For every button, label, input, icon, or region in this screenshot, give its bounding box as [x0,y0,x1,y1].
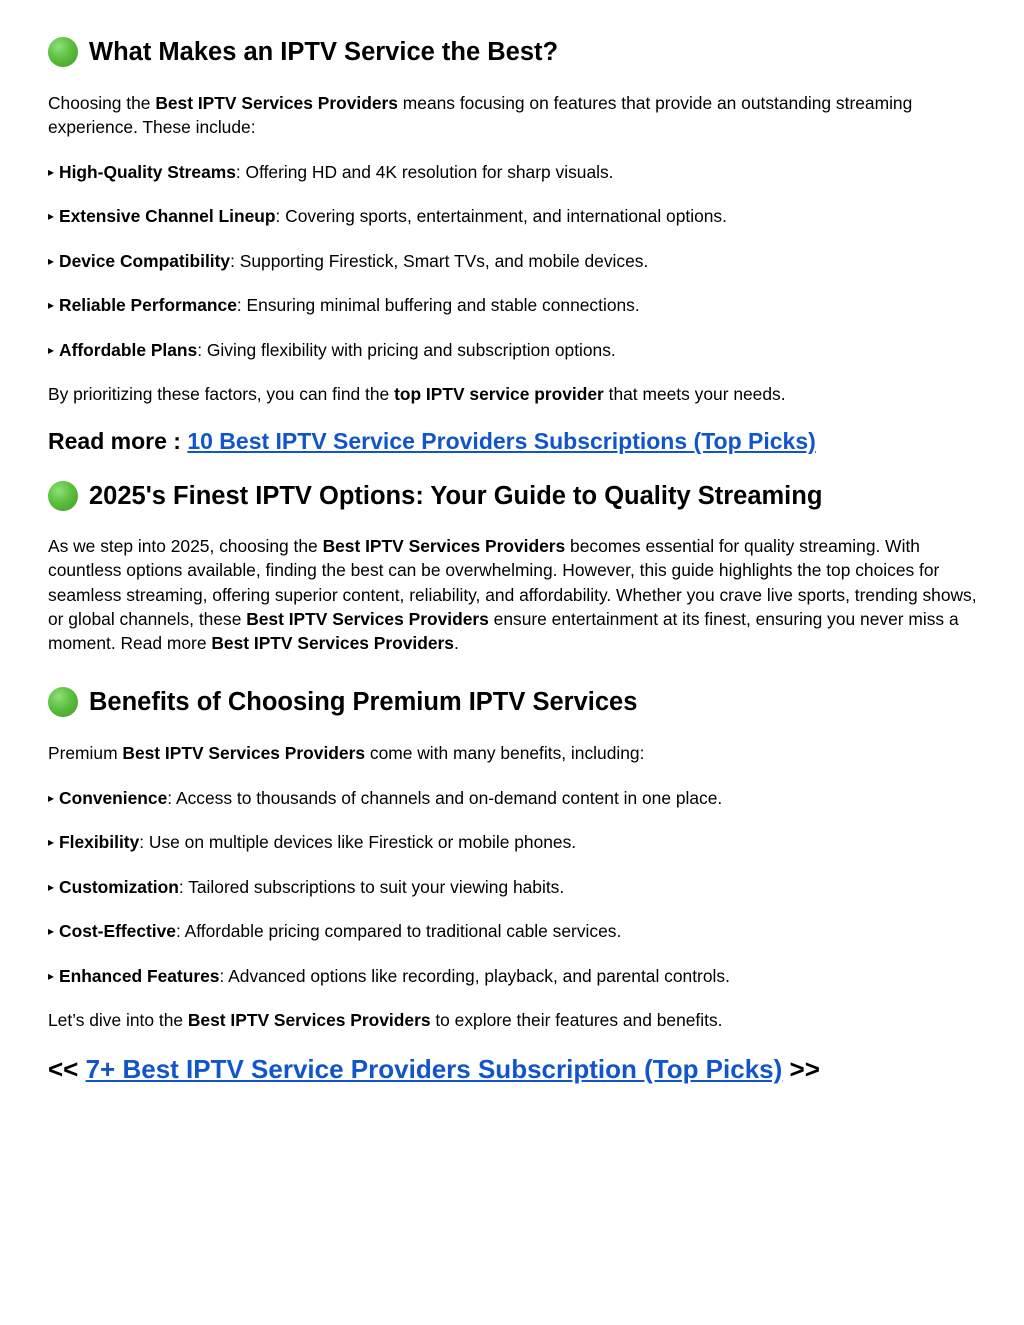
bottom-link-line [48,1053,984,1085]
bullet-item: ▸ Flexibility: Use on multiple devices like Firestick or mobile phones. [48,830,984,854]
bullet-item: ▸ High-Quality Streams: Offering HD and 4K resolution for sharp visuals. [48,160,984,184]
bottom-link-suffix: >> [782,1054,820,1084]
body-paragraph: As we step into 2025, choosing the Best IPTV Services Providers becomes essential for quality streaming. With countless options available, finding the best can be overwhelming. However, this guide highlights the top choices for seamless streaming, offering superior content, reliability, and affordability. Whether you crave live sports, trending shows, or global channels, these Best IPTV Services Providers ensure entertainment at its finest, ensuring you never miss a moment. Read more Best IPTV Services Providers. [48,536,977,654]
bullet-item: ▸ Enhanced Features: Advanced options like recording, playback, and parental controls. [48,964,984,988]
intro-paragraph: Premium Best IPTV Services Providers come with many benefits, including: [48,743,645,763]
green-circle-icon [48,37,78,67]
section-heading-benefits [48,687,984,717]
triangle-right-icon: ▸ [48,835,55,849]
triangle-right-icon: ▸ [48,924,55,938]
triangle-right-icon: ▸ [48,298,55,312]
triangle-right-icon: ▸ [48,880,55,894]
intro-paragraph: Choosing the Best IPTV Services Providers means focusing on features that provide an outstanding streaming experience. These include: [48,93,913,138]
bullet-item: ▸ Cost-Effective: Affordable pricing compared to traditional cable services. [48,919,984,943]
bullet-item: ▸ Extensive Channel Lineup: Covering sports, entertainment, and international options. [48,204,984,228]
read-more-link[interactable]: 10 Best IPTV Service Providers Subscriptions (Top Picks) [187,428,816,454]
triangle-right-icon: ▸ [48,165,55,179]
heading-text: Benefits of Choosing Premium IPTV Services [89,688,638,716]
green-circle-icon [48,481,78,511]
triangle-right-icon: ▸ [48,254,55,268]
triangle-right-icon: ▸ [48,791,55,805]
triangle-right-icon: ▸ [48,343,55,357]
triangle-right-icon: ▸ [48,209,55,223]
section-heading-best-iptv [48,37,984,67]
outro-paragraph: Let’s dive into the Best IPTV Services Providers to explore their features and benefits. [48,1010,723,1030]
bullet-item: ▸ Reliable Performance: Ensuring minimal buffering and stable connections. [48,293,984,317]
heading-text: What Makes an IPTV Service the Best? [89,38,559,66]
bullet-item: ▸ Customization: Tailored subscriptions to suit your viewing habits. [48,875,984,899]
triangle-right-icon: ▸ [48,969,55,983]
read-more-line [48,426,984,456]
outro-paragraph: By prioritizing these factors, you can find the top IPTV service provider that meets your needs. [48,384,786,404]
bullet-item: ▸ Device Compatibility: Supporting Firestick, Smart TVs, and mobile devices. [48,249,984,273]
section-heading-2025-options [48,481,984,511]
heading-text: 2025's Finest IPTV Options: Your Guide to Quality Streaming [89,482,823,510]
bottom-link[interactable]: 7+ Best IPTV Service Providers Subscription (Top Picks) [85,1054,783,1084]
read-more-label: Read more : [48,428,188,454]
green-circle-icon [48,687,78,717]
bottom-link-prefix: << [48,1054,86,1084]
bullet-item: ▸ Affordable Plans: Giving flexibility with pricing and subscription options. [48,338,984,362]
bullet-item: ▸ Convenience: Access to thousands of channels and on-demand content in one place. [48,786,984,810]
